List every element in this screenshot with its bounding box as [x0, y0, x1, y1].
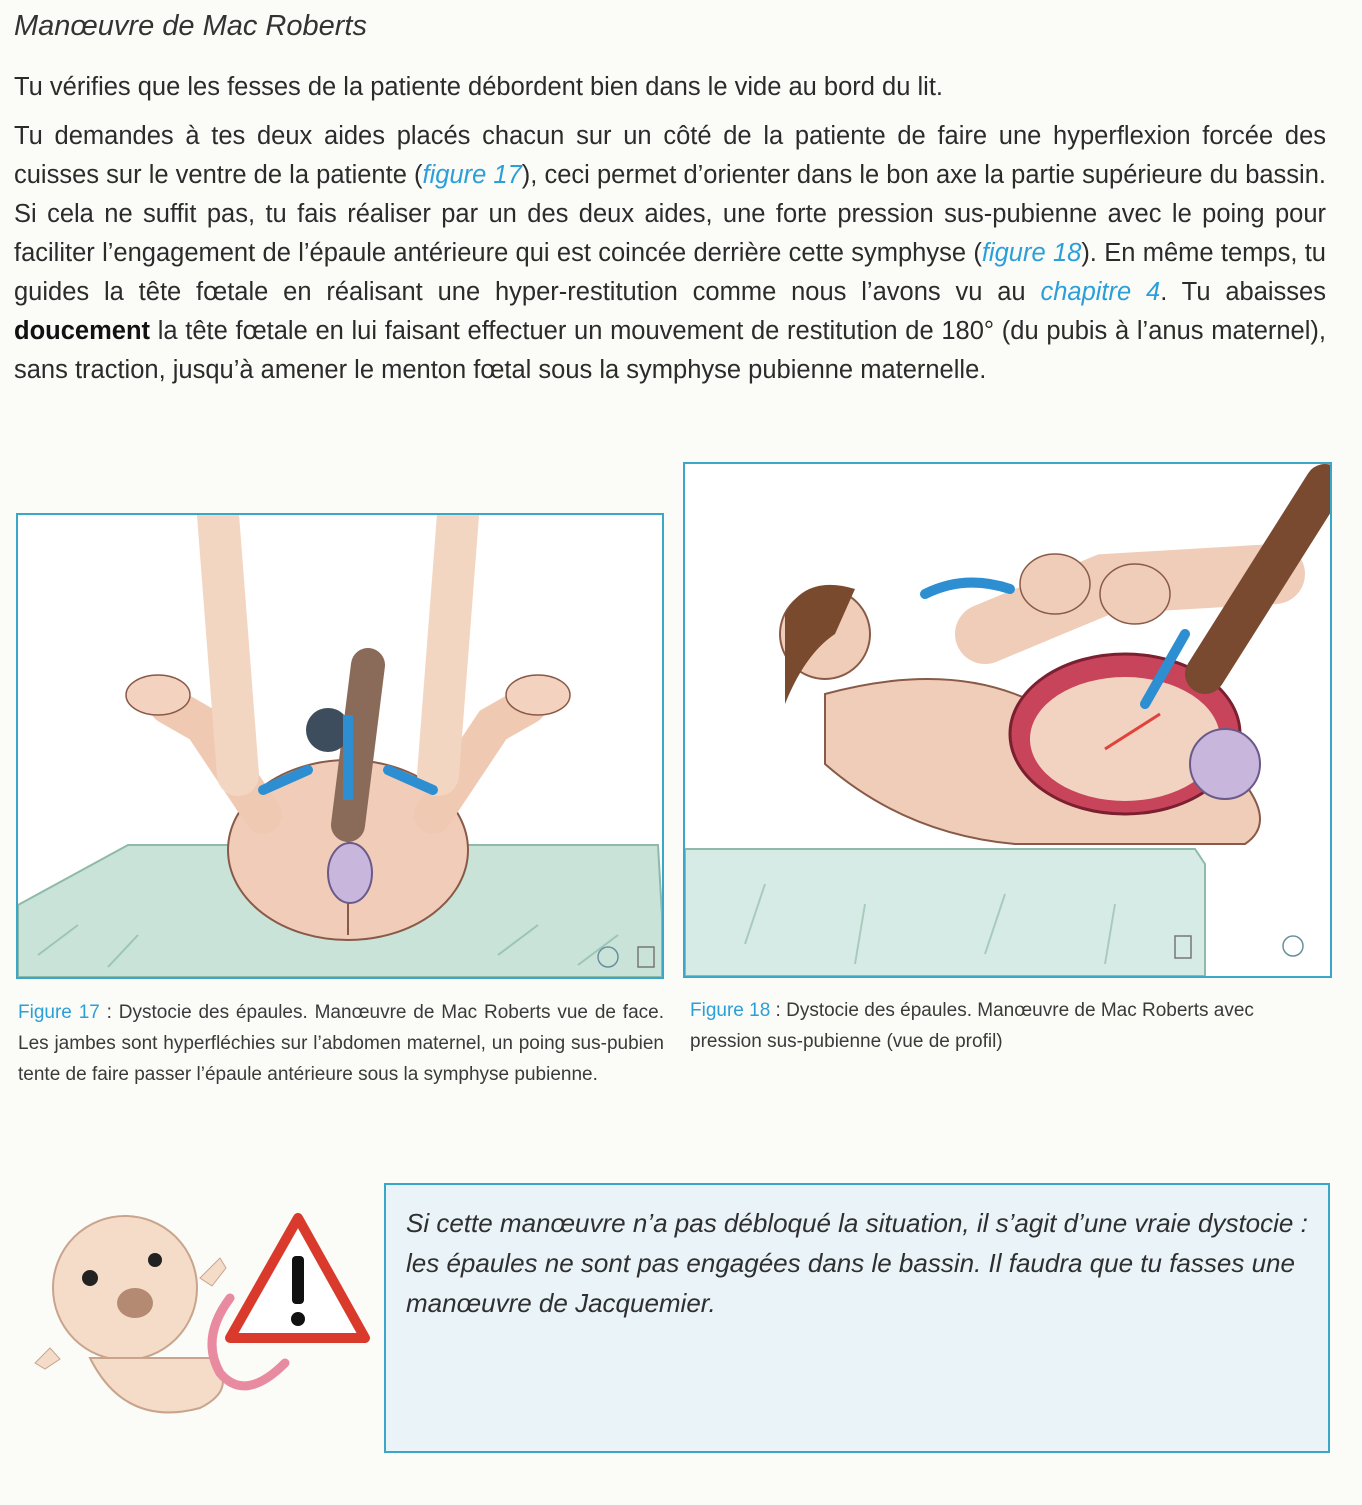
- warning-text: Si cette manœuvre n’a pas débloqué la situation, il s’agit d’une vraie dystocie : les épaules ne sont pas engagées dans le bassin. Il faudra que tu fasses une manœuvre de Jacquemier.: [406, 1208, 1308, 1318]
- figure-17-link[interactable]: figure 17: [422, 161, 522, 189]
- warning-triangle-icon: [230, 1218, 365, 1338]
- figure-18-caption-text: : Dystocie des épaules. Manœuvre de Mac Roberts avec pression sus-pubienne (vue de profil): [690, 1000, 1254, 1052]
- paragraph-2-part-5: la tête fœtale en lui faisant effectuer un mouvement de restitution de 180° (du pubis à l’anus maternel), sans traction, jusqu’à amener le menton fœtal sous la symphyse pubienne maternelle.: [14, 317, 1326, 384]
- paragraph-2-part-3: ). En même temps, tu guides la tête fœtale en réalisant une hyper-restitution comme nous l’avons vu au: [14, 239, 1326, 306]
- figure-18-illustration: [683, 462, 1332, 978]
- paragraph-2-part-4: . Tu abaisses: [1160, 278, 1326, 306]
- warning-callout-box: [384, 1183, 1330, 1453]
- figure-17-caption: [18, 997, 664, 1090]
- figure-17-illustration: [16, 513, 664, 979]
- chapter-4-link[interactable]: chapitre 4: [1040, 278, 1161, 306]
- warning-illustration: [30, 1208, 370, 1433]
- figure-18-link[interactable]: figure 18: [981, 239, 1082, 267]
- paragraph-1: Tu vérifies que les fesses de la patiente débordent bien dans le vide au bord du lit.: [14, 73, 943, 101]
- figure-18-label: Figure 18: [690, 1000, 771, 1021]
- paragraph-2: [14, 117, 1326, 390]
- emphasis-doucement: doucement: [14, 317, 151, 345]
- paragraph-2-part-2: ), ceci permet d’orienter dans le bon axe la partie supérieure du bassin. Si cela ne suffit pas, tu fais réaliser par un des deux aides, une forte pression sus-pubienne avec le poing pour faciliter l’engagement de l’épaule antérieure qui est coincée derrière cette symphyse (: [14, 161, 1326, 267]
- paragraph-2-part-1: Tu demandes à tes deux aides placés chacun sur un côté de la patiente de faire une hyperflexion forcée des cuisses sur le ventre de la patiente (: [14, 122, 1326, 189]
- figure-18-caption: [690, 995, 1330, 1057]
- figure-17-caption-text: : Dystocie des épaules. Manœuvre de Mac Roberts vue de face. Les jambes sont hyperfléchies sur l’abdomen maternel, un poing sus-pubien tente de faire passer l’épaule antérieure sous la symphyse pubienne.: [18, 1002, 664, 1085]
- figure-17-label: Figure 17: [18, 1002, 100, 1023]
- section-title: Manœuvre de Mac Roberts: [14, 10, 367, 42]
